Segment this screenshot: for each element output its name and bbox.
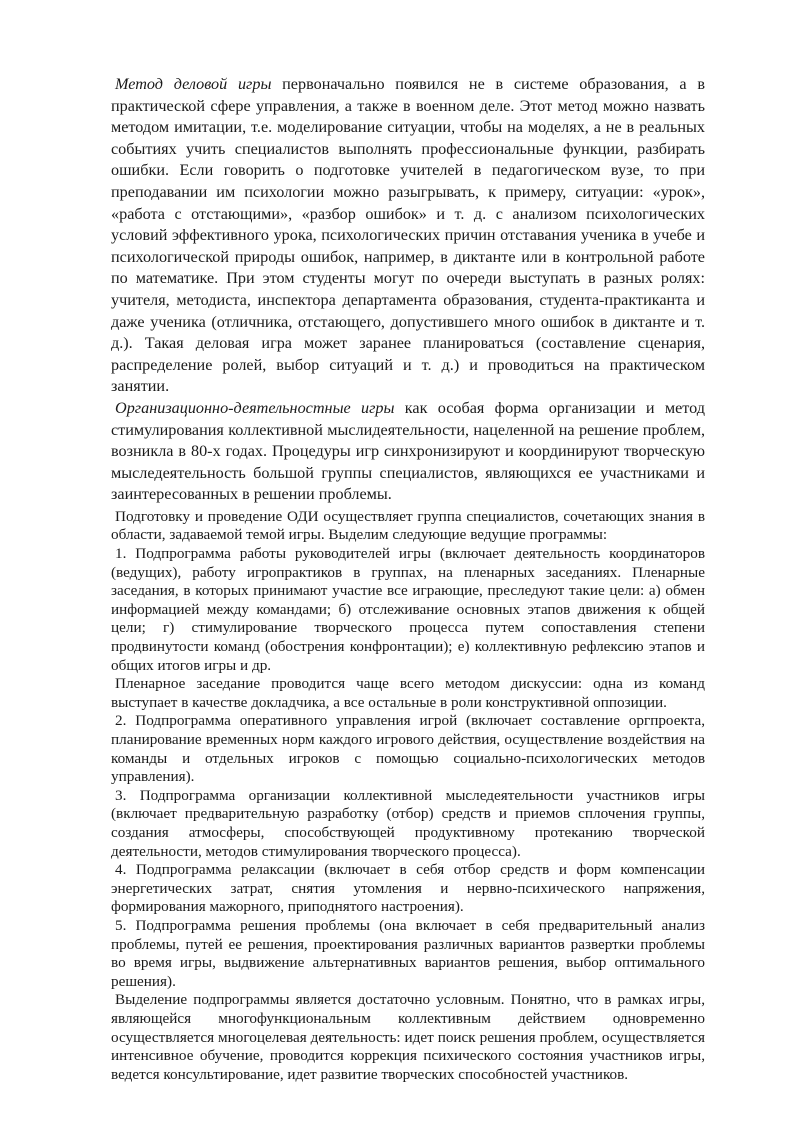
list-item-subprogram-3: 3. Подпрограмма организации коллективной мыследеятельности участников игры (включает предварительную разработку (отбор) средств и приемов сплочения группы, создания атмосферы, способствующей продуктивному протеканию творческой деятельности, методов стимулирования творческого процесса). — [111, 786, 705, 860]
list-item-subprogram-1: 1. Подпрограмма работы руководителей игры (включает деятельность координаторов (ведущих), работу игропрактиков в группах, на пленарных заседаниях. Пленарные заседания, в которых принимают участие все играющие, преследуют такие цели: а) обмен информацией между командами; б) отслеживание основных этапов движения к общей цели; г) стимулирование творческого процесса путем сопоставления степени продвинутости команд (обострения конфронтации); е) коллективную рефлексию этапов и общих итогов игры и др. — [111, 545, 705, 674]
term-odi: Организационно-деятельностные игры — [115, 398, 395, 417]
paragraph-business-game-text: первоначально появился не в системе образования, а в практической сфере управления, а также в военном деле. Этот метод можно назвать методом имитации, т.е. моделирование ситуации, чтобы на моделях, а не в реальных событиях учить специалистов выполнять профессиональные функции, разбирать ошибки. Если говорить о подготовке учителей в педагогическом вузе, то при преподавании им психологии можно разыгрывать, к примеру, ситуации: «урок», «работа с отстающими», «разбор ошибок» и т. д. с анализом психологических условий эффективного урока, психологических причин отставания ученика в учебе и психологической природы ошибок, например, в диктанте или в контрольной работе по математике. При этом студенты могут по очереди выступать в разных ролях: учителя, методиста, инспектора департамента образования, студента-практиканта и даже ученика (отличника, отстающего, допустившего много ошибок в диктанте и т. д.). Такая деловая игра может заранее планироваться (составление сценария, распределение ролей, выбор ситуаций и т. д.) и проводиться на практическом занятии. — [111, 75, 705, 396]
paragraph-business-game — [111, 74, 705, 398]
list-item-subprogram-5: 5. Подпрограмма решения проблемы (она включает в себя предварительный анализ проблемы, путей ее решения, проектирования различных вариантов развертки проблемы во время игры, выдвижение альтернативных вариантов решения, выбор оптимального решения). — [111, 916, 705, 990]
paragraph-conclusion: Выделение подпрограммы является достаточно условным. Понятно, что в рамках игры, являющейся многофункциональным коллективным действием одновременно осуществляется многоцелевая деятельность: идет поиск решения проблем, осуществляется интенсивное обучение, проводится коррекция психического состояния участников игры, ведется консультирование, идет развитие творческих способностей участников. — [111, 991, 705, 1083]
list-item-subprogram-2: 2. Подпрограмма оперативного управления игрой (включает составление оргпроекта, планирование временных норм каждого игрового действия, осуществление воздействия на команды и отдельных игроков с помощью социально-психологических методов управления). — [111, 712, 705, 786]
paragraph-odi-text: как особая форма организации и метод стимулирования коллективной мыслидеятельности, нацеленной на решение проблем, возникла в 80-х годах. Процедуры игр синхронизируют и координируют творческую мыследеятельность большой группы специалистов, являющихся ее участниками и заинтересованных в решении проблемы. — [111, 398, 705, 504]
document-page — [111, 74, 705, 1084]
paragraph-plenary: Пленарное заседание проводится чаще всего методом дискуссии: одна из команд выступает в качестве докладчика, а все остальные в роли конструктивной оппозиции. — [111, 675, 705, 711]
paragraph-odi — [111, 398, 705, 506]
term-business-game: Метод деловой игры — [115, 75, 272, 93]
list-item-subprogram-4: 4. Подпрограмма релаксации (включает в себя отбор средств и форм компенсации энергетических затрат, снятия утомления и нервно-психического напряжения, формирования мажорного, приподнятого настроения). — [111, 861, 705, 916]
paragraph-odi-preparation: Подготовку и проведение ОДИ осуществляет группа специалистов, сочетающих знания в области, задаваемой темой игры. Выделим следующие ведущие программы: — [111, 507, 705, 544]
